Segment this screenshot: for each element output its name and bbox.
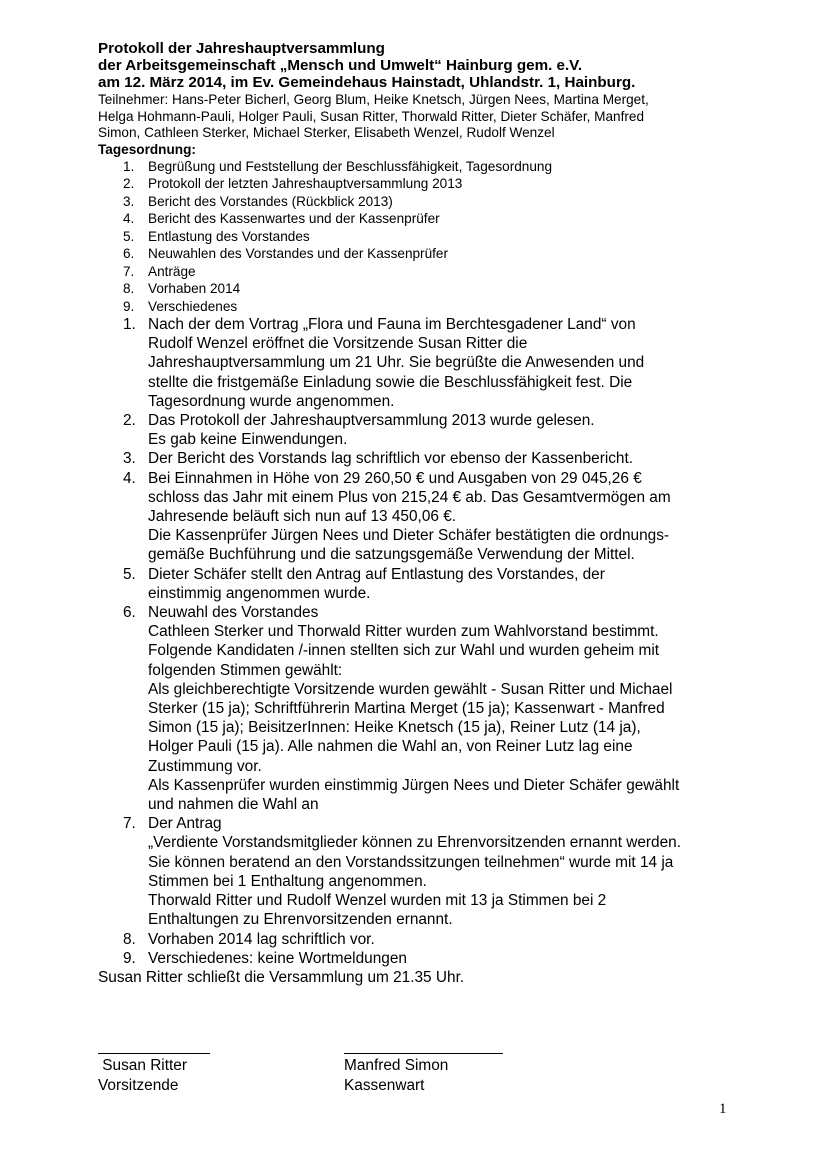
minutes-point-line: stellte die fristgemäße Einladung sowie die Beschlussfähigkeit fest. Die — [148, 373, 633, 391]
agenda-item-text: Entlastung des Vorstandes — [148, 228, 310, 244]
minutes-point — [98, 930, 738, 949]
signer-role: Kassenwart — [344, 1076, 425, 1094]
minutes-point — [98, 449, 738, 468]
agenda-item-number: 2. — [123, 176, 135, 191]
agenda-item-text: Verschiedenes — [148, 298, 238, 314]
agenda-item-number: 5. — [123, 228, 135, 244]
agenda-item-number: 8. — [123, 281, 135, 296]
signature-block-treasurer — [344, 1038, 503, 1095]
minutes-point-line: Neuwahl des Vorstandes — [148, 604, 319, 622]
minutes-point-line: Der Bericht des Vorstands lag schriftlich vor ebenso der Kassenbericht. — [148, 450, 634, 468]
minutes-point-number: 2. — [123, 412, 136, 430]
minutes-point-line: Stimmen bei 1 Enthaltung angenommen. — [148, 872, 427, 890]
minutes-point-line: Jahresende beläuft sich nun auf 13 450,06 €. — [148, 508, 457, 526]
participants-list — [98, 92, 738, 142]
participants-line: Helga Hohmann-Pauli, Holger Pauli, Susan Ritter, Thorwald Ritter, Dieter Schäfer, Manfred — [98, 108, 645, 124]
minutes-point-line: Der Antrag — [148, 815, 222, 833]
minutes-point-line: Thorwald Ritter und Rudolf Wenzel wurden mit 13 ja Stimmen bei 2 — [148, 892, 607, 910]
agenda-item — [98, 298, 738, 316]
minutes-point-number: 8. — [123, 930, 136, 948]
minutes-point-line: Zustimmung vor. — [148, 757, 262, 775]
title-line-2: der Arbeitsgemeinschaft „Mensch und Umwelt“ Hainburg gem. e.V. — [98, 57, 583, 74]
minutes-point — [98, 603, 738, 814]
minutes-point-number: 9. — [123, 949, 136, 967]
agenda-item-text: Bericht des Kassenwartes und der Kassenprüfer — [148, 211, 440, 226]
protocol-document — [98, 40, 738, 987]
minutes-point-line: und nahmen die Wahl an — [148, 796, 319, 814]
agenda-item-number: 4. — [123, 211, 135, 226]
minutes-point-line: Vorhaben 2014 lag schriftlich vor. — [148, 930, 375, 948]
minutes-point-line: Cathleen Sterker und Thorwald Ritter wurden zum Wahlvorstand bestimmt. — [148, 623, 659, 641]
minutes-point-line: schloss das Jahr mit einem Plus von 215,24 € ab. Das Gesamtvermögen am — [148, 488, 671, 506]
minutes-point-line: Sie können beratend an den Vorstandssitzungen teilnehmen“ wurde mit 14 ja — [148, 853, 674, 871]
agenda-item-text: Protokoll der letzten Jahreshauptversammlung 2013 — [148, 176, 463, 191]
agenda-item-number: 1. — [123, 158, 135, 174]
agenda-item-text: Bericht des Vorstandes (Rückblick 2013) — [148, 193, 393, 209]
minutes-point-line: Rudolf Wenzel eröffnet die Vorsitzende Susan Ritter die — [148, 335, 528, 353]
minutes-point — [98, 949, 738, 968]
minutes-point-line: Jahreshauptversammlung um 21 Uhr. Sie begrüßte die Anwesenden und — [148, 354, 645, 372]
agenda-item-number: 7. — [123, 263, 135, 279]
minutes-point-number: 6. — [123, 604, 136, 622]
agenda-item-text: Neuwahlen des Vorstandes und der Kassenprüfer — [148, 246, 449, 261]
agenda-item — [98, 193, 738, 211]
minutes-point — [98, 565, 738, 603]
minutes-point-line: Bei Einnahmen in Höhe von 29 260,50 € und Ausgaben von 29 045,26 € — [148, 469, 642, 487]
minutes-point-line: Folgende Kandidaten /-innen stellten sich zur Wahl und wurden geheim mit — [148, 642, 660, 660]
minutes-point — [98, 315, 738, 411]
minutes-point-number: 3. — [123, 450, 136, 468]
agenda-item — [98, 228, 738, 246]
minutes-point-number: 7. — [123, 815, 136, 833]
minutes-point-number: 5. — [123, 565, 136, 583]
minutes-point-line: Das Protokoll der Jahreshauptversammlung 2013 wurde gelesen. — [148, 412, 595, 430]
document-header — [98, 40, 738, 142]
agenda-heading: Tagesordnung: — [98, 141, 196, 157]
minutes-point-line: Verschiedenes: keine Wortmeldungen — [148, 949, 407, 967]
signer-name: Manfred Simon — [344, 1057, 449, 1074]
signature-line — [344, 1038, 503, 1054]
minutes-point-line: Als Kassenprüfer wurden einstimmig Jürgen Nees und Dieter Schäfer gewählt — [148, 776, 680, 794]
agenda-item — [98, 158, 738, 176]
minutes-point-line: Die Kassenprüfer Jürgen Nees und Dieter Schäfer bestätigten die ordnungs- — [148, 527, 670, 545]
participants-line: Simon, Cathleen Sterker, Michael Sterker, Elisabeth Wenzel, Rudolf Wenzel — [98, 125, 555, 140]
minutes-point — [98, 469, 738, 565]
participants-line: Teilnehmer: Hans-Peter Bicherl, Georg Blum, Heike Knetsch, Jürgen Nees, Martina Merget, — [98, 92, 649, 107]
signature-line — [98, 1038, 210, 1054]
minutes-point-line: gemäße Buchführung und die satzungsgemäße Verwendung der Mittel. — [148, 546, 635, 564]
minutes-point-line: einstimmig angenommen wurde. — [148, 584, 371, 602]
minutes-point-line: Nach der dem Vortrag „Flora und Fauna im Berchtesgadener Land“ von — [148, 316, 636, 333]
signature-block-chair — [98, 1038, 210, 1095]
minutes-point-number: 1. — [123, 316, 136, 333]
minutes-point-line: Es gab keine Einwendungen. — [148, 431, 348, 449]
page-number: 1 — [719, 1101, 727, 1117]
minutes-point-line: Als gleichberechtigte Vorsitzende wurden gewählt - Susan Ritter und Michael — [148, 680, 673, 698]
title-line-3: am 12. März 2014, im Ev. Gemeindehaus Hainstadt, Uhlandstr. 1, Hainburg. — [98, 74, 636, 91]
minutes-points — [98, 315, 738, 968]
agenda-list — [98, 158, 738, 316]
minutes-point — [98, 411, 738, 449]
agenda-item-text: Vorhaben 2014 — [148, 281, 241, 296]
minutes-point-line: Enthaltungen zu Ehrenvorsitzenden ernannt. — [148, 911, 453, 929]
minutes-point-line: „Verdiente Vorstandsmitglieder können zu Ehrenvorsitzenden ernannt werden. — [148, 834, 682, 852]
minutes-point-line: Holger Pauli (15 ja). Alle nahmen die Wahl an, von Reiner Lutz lag eine — [148, 738, 633, 756]
agenda-item-text: Anträge — [148, 263, 196, 279]
agenda-item-number: 6. — [123, 246, 135, 261]
signer-role: Vorsitzende — [98, 1076, 179, 1094]
minutes-point-line: Dieter Schäfer stellt den Antrag auf Entlastung des Vorstandes, der — [148, 565, 605, 583]
agenda-item — [98, 245, 738, 263]
agenda-item-text: Begrüßung und Feststellung der Beschlussfähigkeit, Tagesordnung — [148, 158, 553, 174]
agenda-item — [98, 280, 738, 298]
agenda-item-number: 3. — [123, 193, 135, 209]
closing-statement: Susan Ritter schließt die Versammlung um 21.35 Uhr. — [98, 968, 465, 986]
minutes-point — [98, 814, 738, 929]
agenda-item — [98, 175, 738, 193]
signer-name: Susan Ritter — [98, 1057, 187, 1074]
minutes-point-number: 4. — [123, 469, 136, 487]
agenda-item-number: 9. — [123, 298, 135, 314]
minutes-point-line: Tagesordnung wurde angenommen. — [148, 392, 395, 410]
minutes-point-line: folgenden Stimmen gewählt: — [148, 661, 343, 679]
agenda-item — [98, 210, 738, 228]
agenda-item — [98, 263, 738, 281]
minutes-point-line: Simon (15 ja); BeisitzerInnen: Heike Knetsch (15 ja), Reiner Lutz (14 ja), — [148, 719, 641, 737]
minutes-point-line: Sterker (15 ja); Schriftführerin Martina Merget (15 ja); Kassenwart - Manfred — [148, 700, 665, 718]
title-line-1: Protokoll der Jahreshauptversammlung — [98, 40, 385, 57]
